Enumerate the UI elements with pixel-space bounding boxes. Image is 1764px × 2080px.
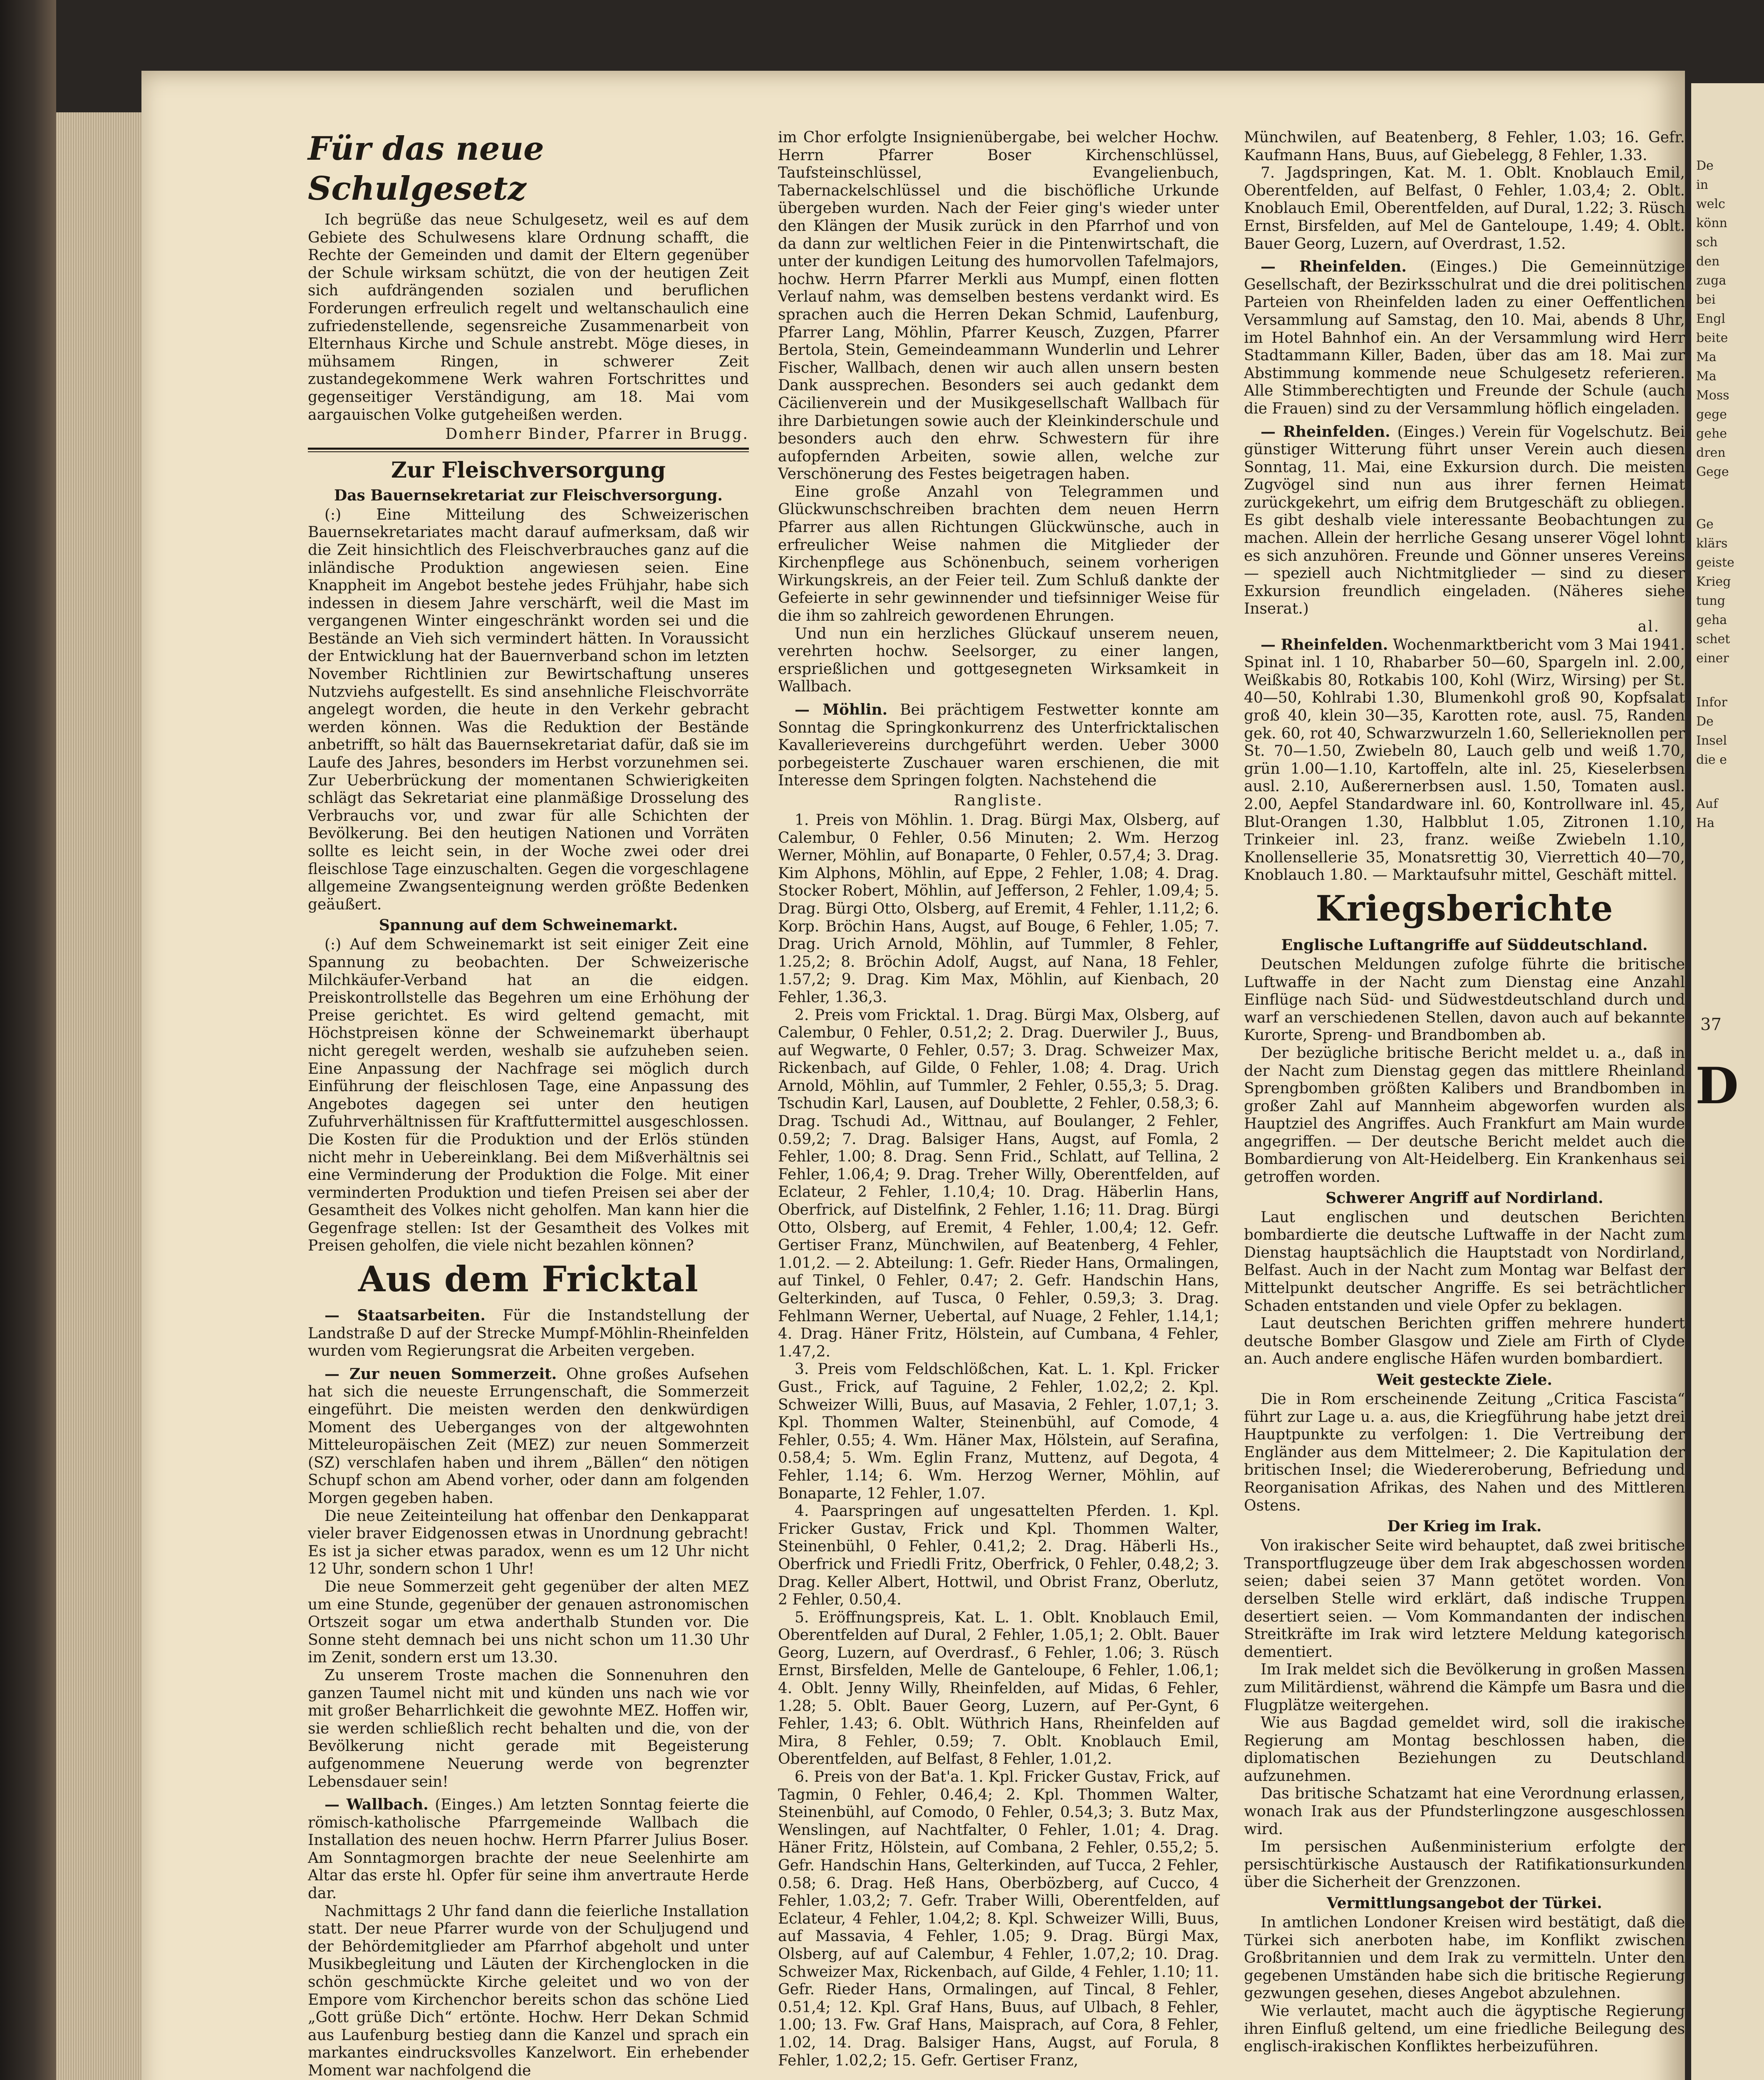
next-page-edge — [1691, 83, 1764, 2080]
rank-feldschloesschen: 3. Preis vom Feldschlößchen, Kat. L. 1. Kpl. Fricker Gust., Frick, auf Taguine, 2 Fehler, 1.02,2; 2. Kpl. Schweizer Willi, Buus, auf Masavia, 2 Fehler, 1.07,1; 3. Kpl. Thommen Walter, Steinenbühl, auf Comode, 4 Fehler, 0.55; 4. Wm. Häner Max, Hölstein, auf Serafina, 0.58,4; 5. Wm. Eglin Franz, Muttenz, auf Degota, 4 Fehler, 1.14; 6. Wm. Herzog Werner, Möhlin, auf Bonaparte, 12 Fehler, 1.07. — [778, 1361, 1219, 1502]
next-page-number: 37 — [1700, 1015, 1722, 1034]
divider — [308, 448, 749, 452]
next-page-fragment: bei — [1696, 292, 1716, 307]
next-page-heading: D — [1695, 1057, 1739, 1115]
subheading-bauernsekretariat: Das Bauernsekretariat zur Fleischversorgung. — [334, 486, 723, 504]
subheading-luftangriffe: Englische Luftangriffe auf Süddeutschland. — [1281, 936, 1648, 954]
next-page-fragment: Engl — [1696, 312, 1726, 326]
next-page-fragment: Auf — [1696, 797, 1718, 811]
next-page-fragment: Ma — [1696, 369, 1717, 384]
irak-p5: Im persischen Außenministerium erfolgte der persischtürkische Austausch der Ratifikationsurkunden über die Sicherheit der Grenzzonen. — [1244, 1838, 1685, 1891]
lead-rheinfelden-3: — Rheinfelden. — [1261, 636, 1388, 654]
article-staatsarbeiten: — Staatsarbeiten. Für die Instandstellung der Landstraße D auf der Strecke Mumpf-Möhlin-Rheinfelden wurden vom Regierungsrat die Arbeiten vergeben. — [308, 1307, 749, 1360]
next-page-fragment: könn — [1696, 216, 1727, 230]
next-page-fragment: Ha — [1696, 816, 1715, 830]
next-page-fragment: Gege — [1696, 465, 1729, 479]
vogelschutz-signature: al. — [1638, 618, 1660, 636]
next-page-fragment: gehe — [1696, 426, 1727, 441]
rank-preis-moehlin: 1. Preis von Möhlin. 1. Drag. Bürgi Max, Olsberg, auf Calembur, 0 Fehler, 0.56 Minuten; 2. Wm. Herzog Werner, Möhlin, auf Bonaparte, 0 Fehler, 0.57,4; 3. Drag. Kim Alphons, Möhlin, auf Eppe, 2 Fehler, 1.08; 4. Drag. Stocker Robert, Möhlin, auf Jefferson, 2 Fehler, 1.09,4; 5. Drag. Bürgi Otto, Olsberg, auf Eremit, 4 Fehler, 1.11,2; 6. Korp. Bröchin Hans, Augst, auf Bouge, 6 Fehler, 1.05; 7. Drag. Urich Arnold, Möhlin, auf Tummler, 8 Fehler, 1.25,2; 8. Bröchin Adolf, Augst, auf Nana, 18 Fehler, 1.57,2; 9. Drag. Kim Max, Möhlin, auf Kienbach, 20 Fehler, 1.36,3. — [778, 811, 1219, 1006]
fleisch-text: (:) Eine Mitteilung des Schweizerischen Bauernsekretariates macht darauf aufmerksam, daß wir die Zeit hinsichtlich des Fleischverbrauches ganz auf die inländische Produktion angewiesen seien. Eine Knappheit im Angebot bestehe jedes Frühjahr, habe sich indessen in diesem Jahre verschärft, weil die Mast im vergangenen Winter eingeschränkt worden sei und die Bestände an Vieh sich vermindert hätten. In Voraussicht der Entwicklung hat der Bauernverband schon im letzten November Richtlinien zur Bewirtschaftung unseres Nutzviehs aufgestellt. Es sind ansehnliche Fleischvorräte angelegt worden, die heute in den Verkehr gebracht werden können. Was die Reduktion der Bestände anbetrifft, so hält das Bauernsekretariat dafür, daß sie im Laufe des Jahres, besonders im Herbst vorzunehmen sei. Zur Ueberbrückung der momentanen Schwierigkeiten schlägt das Sekretariat eine planmäßige Drosselung des Verbrauchs vor, und zwar für alle Schichten der Bevölkerung. Bei den heutigen Nationen und Vorräten sollte es leicht sein, in der Woche zwei oder drei fleischlose Tage einzuschalten. Gegen die vorgeschlagene allgemeine Zwangsenteignung werden größte Bedenken geäußert. — [308, 506, 749, 913]
next-page-fragment: gege — [1696, 407, 1727, 422]
irak-p1: Von irakischer Seite wird behauptet, daß zwei britische Transportflugzeuge über dem Irak abgeschossen worden seien; dabei seien 37 Mann getötet worden. Von derselben Stelle wird erklärt, daß indische Truppen desertiert seien. — Vom Kommandanten der indischen Streitkräfte im Irak wird letztere Meldung kategorisch dementiert. — [1244, 1537, 1685, 1661]
schweinemarkt-text: (:) Auf dem Schweinemarkt ist seit einiger Zeit eine Spannung zu beobachten. Der Schweizerische Milchkäufer-Verband hat an die eidgen. Preiskontrollstelle das Begehren um eine Erhöhung der Preise gerichtet. Es wird geltend gemacht, mit Höchstpreisen könne der Schweinemarkt überhaupt nicht geregelt werden, weshalb sie aufzuheben seien. Eine Anpassung der Nachfrage sei möglich durch Einführung der fleischlosen Tage, eine Anpassung des Angebotes dagegen sei unter den heutigen Zufuhrverhältnissen für Kraftfuttermittel ausgeschlossen. Die Kosten für die Produktion und der Erlös stünden nicht mehr in Uebereinklang. Bei dem Mißverhältnis sei eine Verminderung der Produktion die Folge. Mit einer verminderten Produktion und tiefen Preisen sei aber der Gesamtheit des Volkes nicht geholfen. Man kann hier die Gegenfrage stellen: Ist der Gesamtheit des Volkes mit Preisen geholfen, die viele nicht bezahlen können? — [308, 936, 749, 1255]
next-page-fragment: geha — [1696, 613, 1727, 627]
lead-staatsarbeiten: — Staatsarbeiten. — [325, 1307, 486, 1325]
next-page-fragment: De — [1696, 714, 1714, 729]
luftangriffe-p2: Der bezügliche britische Bericht meldet u. a., daß in der Nacht zum Dienstag gegen das mittlere Rheinland Sprengbomben größten Kalibers und Brandbomben in großer Zahl auf Mannheim abgeworfen wurden als Hauptziel des Angriffes. Auch Frankfurt am Main wurde angegriffen. — Der deutsche Bericht meldet auch die Bombardierung von Alt-Heidelberg. Ein Krankenhaus sei getroffen worden. — [1244, 1044, 1685, 1186]
article-rheinfelden-markt: — Rheinfelden. Wochenmarktbericht vom 3 Mai 1941. Spinat inl. 1 10, Rhabarber 50—60, Spargeln inl. 2.00, Weißkabis 80, Rotkabis 100, Kohl (Wirz, Wirsing) per St. 40—50, Kohlrabi 1.30, Blumenkohl groß 90, Kopfsalat groß 40, klein 30—35, Karotten rote, ausl. 75, Randen gek. 60, rot 40, Schwarzwurzeln 1.60, Sellerieknollen per St. 70—1.50, Zwiebeln 80, Lauch gelb und weiß 1.70, grün 1.00—1.10, Kartoffeln, alte inl. 25, Kieselerbsen ausl. 2.10, Außerernerbsen ausl. 1.50, Tomaten ausl. 2.00, Aepfel Standardware inl. 60, Kontrollware inl. 45, Blut-Orangen 1.30, Halbblut 1.05, Zitronen 1.10, Trinkeier inl. 23, franz. weiße Zwiebeln 1.10, Knollensellerie 35, Monatsrettig 30, Vierrettich 40—70, Knoblauch 1.80. — Marktaufsuhr mittel, Geschäft mittel. — [1244, 636, 1685, 884]
article-rheinfelden-vogelschutz: — Rheinfelden. (Einges.) Verein für Vogelschutz. Bei günstiger Witterung führt unser Verein auch diesen Sonntag, 11. Mai, eine Exkursion durch. Die meisten Zugvögel sind nun aus ihrer fernen Heimat zurückgekehrt, um eifrig dem Brutgeschäft zu obliegen. Es gibt deshalb viele interessante Beobachtungen zu machen. Allein der herrliche Gesang unserer Vögel lohnt es sich anzuhören. Freunde und Gönner unseres Vereins — speziell auch Nichtmitglieder — sind zu dieser Exkursion freundlich eingeladen. (Näheres siehe Inserat.) — [1244, 423, 1685, 618]
rank-jagdspringen: 7. Jagdspringen, Kat. M. 1. Oblt. Knoblauch Emil, Oberentfelden, auf Belfast, 0 Fehler, 1.03,4; 2. Oblt. Knoblauch Emil, Oberentfelden, auf Dural, 1.22; 3. Rüsch Ernst, Birsfelden, auf Mel de Ganteloupe, 1.49; 4. Oblt. Bauer Georg, Luzern, auf Overdrast, 1.52. — [1244, 164, 1685, 253]
lead-sommerzeit: — Zur neuen Sommerzeit. — [325, 1365, 557, 1383]
heading-fricktal: Aus dem Fricktal — [358, 1258, 699, 1300]
next-page-fragment: dren — [1696, 446, 1726, 460]
tuerkei-p2: Wie verlautet, macht auch die ägyptische Regierung ihren Einfluß geltend, um eine friedliche Beilegung des englisch-irakischen Konfliktes herbeizuführen. — [1244, 2003, 1685, 2055]
next-page-fragment: die e — [1696, 753, 1727, 767]
book-binding — [0, 0, 56, 2080]
subheading-nordirland: Schwerer Angriff auf Nordirland. — [1325, 1189, 1603, 1207]
next-page-fragment: einer — [1696, 651, 1729, 666]
next-page-fragment: geiste — [1696, 555, 1734, 570]
page-stack-edge — [56, 112, 152, 2080]
irak-p4: Das britische Schatzamt hat eine Verordnung erlassen, wonach Irak aus der Pfundsterlingzone ausgeschlossen wird. — [1244, 1785, 1685, 1838]
subheading-irak: Der Krieg im Irak. — [1387, 1518, 1542, 1535]
wallbach-p3: Eine große Anzahl von Telegrammen und Glückwunschschreiben brachten dem neuen Herrn Pfarrer aus allen Richtungen Glückwünsche, auch in erfreulicher Weise nahmen die Mitglieder der Kirchenpflege aus Schönenbuch, seinem vorherigen Wirkungskreis, an der Feier teil. Zum Schluß dankte der Gefeierte in sehr gewinnender und tiefsinniger Weise für die ihm so zahlreich gewordenen Ehrungen. — [778, 483, 1219, 625]
next-page-fragment: beite — [1696, 331, 1728, 345]
lead-rheinfelden-2: — Rheinfelden. — [1261, 423, 1390, 441]
next-page-fragment: tung — [1696, 594, 1725, 608]
subheading-schweinemarkt: Spannung auf dem Schweinemarkt. — [379, 916, 678, 934]
next-page-fragment: in — [1696, 178, 1708, 192]
wallbach-cont: im Chor erfolgte Insignienübergabe, bei welcher Hochw. Herrn Pfarrer Boser Kirchenschlüssel, Taufsteinschlüssel, Evangelienbuch, Tabernackelschlüssel und die bischöfliche Urkunde übergeben wurden. Nach der Feier ging's wieder unter den Klängen der Musik zurück in den Pfarrhof und von da dann zur weltlichen Feier in die Pintenwirtschaft, die unter der kundigen Leitung des humorvollen Tafelmajors, hochw. Herrn Pfarrer Merkli aus Mumpf, einen flotten Verlauf nahm, was demselben bestens verdankt wird. Es sprachen auch die Herren Dekan Schmid, Laufenburg, Pfarrer Lang, Möhlin, Pfarrer Keusch, Zuzgen, Pfarrer Bertola, Stein, Gemeindeammann Wunderlin und Lehrer Fischer, Wallbach, denen wir auch allen unsern besten Dank aussprechen. Besonders sei auch gedankt dem Cäcilienverein und der Musikgesellschaft Wallbach für ihre Darbietungen sowie auch der Kleinkinderschule und besonders auch den ehrw. Schwestern für ihre aufopfernden Arbeiten, sowie allen, welche zur Verschönerung des Festes beigetragen haben. — [778, 129, 1219, 483]
luftangriffe-p1: Deutschen Meldungen zufolge führte die britische Luftwaffe in der Nacht zum Dienstag eine Anzahl Einflüge nach Süd- und Südwestdeutschland durch und warf an verschiedenen Stellen, davon auch auf bekannte Kurorte, Spreng- und Brandbomben ab. — [1244, 956, 1685, 1044]
column-3 — [1244, 129, 1685, 2056]
next-page-fragment: Krieg — [1696, 574, 1731, 589]
next-page-fragment: klärs — [1696, 536, 1728, 551]
next-page-fragment: Infor — [1696, 695, 1727, 710]
schulgesetz-text: Ich begrüße das neue Schulgesetz, weil es auf dem Gebiete des Schulwesens klare Ordnung schafft, die Rechte der Gemeinden und damit der Eltern gegenüber der Schule wirksam schützt, die von der heutigen Zeit sich aufdrängenden sozialen und beruflichen Forderungen erfreulich regelt und weltanschaulich eine zufriedenstellende, segensreiche Zusammenarbeit von Elternhaus Kirche und Schule anstrebt. Möge dieses, in mühsamem Ringen, in schwerer Zeit zustandegekommene Werk wahren Fortschrittes und gegenseitiger Verständigung, am 18. Mai vom aargauischen Volke gutgeheißen werden. — [308, 211, 749, 423]
sommerzeit-p2: Die neue Zeiteinteilung hat offenbar den Denkapparat vieler braver Eidgenossen etwas in Unordnung gebracht! Es ist ja sicher etwas paradox, wenn es um 12 Uhr nicht 12 Uhr, sondern schon 1 Uhr! — [308, 1507, 749, 1578]
lead-wallbach: — Wallbach. — [325, 1796, 429, 1814]
heading-kriegsberichte: Kriegsberichte — [1316, 887, 1613, 929]
article-wallbach: — Wallbach. (Einges.) Am letzten Sonntag feierte die römisch-katholische Pfarrgemeinde Wallbach die Installation des neuen hochw. Herrn Pfarrer Julius Boser. Am Sonntagmorgen brachte der neue Seelenhirte am Altar das erste hl. Opfer für seine ihm anvertraute Herde dar. — [308, 1796, 749, 1902]
nordirland-p2: Laut deutschen Berichten griffen mehrere hundert deutsche Bomber Glasgow und Ziele am Firth of Clyde an. Auch andere englische Häfen wurden bombardiert. — [1244, 1315, 1685, 1368]
irak-p3: Wie aus Bagdad gemeldet wird, soll die irakische Regierung am Montag beschlossen haben, die diplomatischen Beziehungen zu Deutschland aufzunehmen. — [1244, 1714, 1685, 1785]
next-page-fragment: Ge — [1696, 517, 1714, 532]
next-page-fragment: Insel — [1696, 733, 1727, 748]
next-page-fragment: Ma — [1696, 350, 1717, 364]
column-2 — [778, 129, 1219, 2070]
heading-rangliste: Rangliste. — [954, 792, 1043, 809]
rank-paarspringen: 4. Paarspringen auf ungesattelten Pferden. 1. Kpl. Fricker Gustav, Frick und Kpl. Thommen Walter, Steinenbühl, 0 Fehler, 0.41,2; 2. Drag. Häberli Hs., Oberfrick und Friedli Fritz, Oberfrick, 0 Fehler, 0.48,2; 3. Drag. Keller Albert, Hottwil, und Obrist Franz, Oberlutz, 2 Fehler, 0.50,4. — [778, 1503, 1219, 1609]
next-page-fragment: De — [1696, 158, 1714, 173]
sommerzeit-p3: Die neue Sommerzeit geht gegenüber der alten MEZ um eine Stunde, gegenüber der genauen astronomischen Ortszeit sogar um etwa anderthalb Stunden vor. Die Sonne steht demnach bei uns nicht schon um 11.30 Uhr im Zenit, sondern erst um 13.30. — [308, 1578, 749, 1666]
column-1 — [308, 129, 749, 2080]
tuerkei-p1: In amtlichen Londoner Kreisen wird bestätigt, daß die Türkei sich anerboten habe, im Konflikt zwischen Großbritannien und dem Irak zu vermitteln. Unter den gegebenen Umständen habe sich die britische Regierung gezwungen gesehen, dieses Angebot abzulehnen. — [1244, 1914, 1685, 2002]
rank-preis-bata: 6. Preis von der Bat'a. 1. Kpl. Fricker Gustav, Frick, auf Tagmin, 0 Fehler, 0.46,4; 2. Kpl. Thommen Walter, Steinenbühl, auf Comodo, 0 Fehler, 0.54,3; 3. Butz Max, Wenslingen, auf Nachtfalter, 0 Fehler, 1.01; 4. Drag. Häner Fritz, Hölstein, auf Combana, 2 Fehler, 0.55,2; 5. Gefr. Handschin Hans, Gelterkinden, auf Tucca, 2 Fehler, 0.58; 6. Drag. Heß Hans, Oberbözberg, auf Cucco, 4 Fehler, 1.03,2; 7. Gefr. Traber Willi, Oberentfelden, auf Eclateur, 4 Fehler, 1.04,2; 8. Kpl. Schweizer Willi, Buus, auf Massavia, 4 Fehler, 1.05; 9. Drag. Bürgi Max, Olsberg, auf auf Calembur, 4 Fehler, 1.07,2; 10. Drag. Schweizer Max, Rickenbach, auf Gilde, 4 Fehler, 1.10; 11. Gefr. Rieder Hans, Ormalingen, auf Tincal, 8 Fehler, 0.51,4; 12. Kpl. Graf Hans, Buus, auf Ulbach, 8 Fehler, 1.00; 13. Fw. Graf Hans, Maisprach, auf Cora, 8 Fehler, 1.02, 14. Drag. Balsiger Hans, Augst, auf Forula, 8 Fehler, 1.02,2; 15. Gefr. Gertiser Franz, — [778, 1768, 1219, 2069]
sommerzeit-p4: Zu unserem Troste machen die Sonnenuhren den ganzen Taumel nicht mit und künden uns nach wie vor mit großer Beharrlichkeit die gewohnte MEZ. Hoffen wir, sie werden schließlich recht behalten und die, von der Bevölkerung nicht gerade mit Begeisterung aufgenommene Neuerung werde von begrenzter Lebensdauer sein! — [308, 1666, 749, 1790]
next-page-fragment: sch — [1696, 235, 1718, 250]
article-rheinfelden-schulgesetz: — Rheinfelden. (Einges.) Die Gemeinnützige Gesellschaft, der Bezirksschulrat und die drei politischen Parteien von Rheinfelden laden zu einer Oeffentlichen Versammlung auf Samstag, den 10. Mai, abends 8 Uhr, im Hotel Bahnhof ein. An der Versammlung wird Herr Stadtammann Killer, Baden, über das am 18. Mai zur Abstimmung kommende neue Schulgesetz referieren. Alle Stimmberechtigten und Freunde der Schule (auch die Frauen) sind zu der Versammlung höflich eingeladen. — [1244, 258, 1685, 417]
subheading-tuerkei: Vermittlungsangebot der Türkei. — [1327, 1894, 1602, 1912]
wallbach-p4: Und nun ein herzliches Glückauf unserem neuen, verehrten hochw. Seelsorger, zu einer langen, ersprießlichen und gottgesegneten Wirksamkeit in Wallbach. — [778, 625, 1219, 696]
article-sommerzeit: — Zur neuen Sommerzeit. Ohne großes Aufsehen hat sich die neueste Errungenschaft, die Sommerzeit eingeführt. Die meisten werden den denkwürdigen Moment des Ueberganges von der altgewohnten Mitteleuropäischen Zeit (MEZ) zur neuen Sommerzeit (SZ) verschlafen haben und ihrem „Bällen“ den nötigen Schupf schon am Abend vorher, oder dann am folgenden Morgen gegeben haben. — [308, 1365, 749, 1507]
ziele-p1: Die in Rom erscheinende Zeitung „Critica Fascista“ führt zur Lage u. a. aus, die Kriegführung habe jetzt drei Hauptpunkte zu verfolgen: 1. Die Vertreibung der Engländer aus dem Mittelmeer; 2. Die Kapitulation der britischen Insel; die Wiedereroberung, Befriedung und Reorganisation Afrikas, des Nahen und des Mittleren Ostens. — [1244, 1391, 1685, 1514]
lead-moehlin: — Möhlin. — [795, 701, 888, 718]
heading-fleischversorgung: Zur Fleischversorgung — [391, 457, 666, 483]
headline-schulgesetz: Für das neue Schulgesetz — [308, 130, 544, 208]
subheading-ziele: Weit gesteckte Ziele. — [1376, 1371, 1552, 1389]
lead-rheinfelden-1: — Rheinfelden. — [1261, 258, 1407, 276]
wallbach-p2: Nachmittags 2 Uhr fand dann die feierliche Installation statt. Der neue Pfarrer wurde von der Schuljugend und der Behördemitglieder am Pfarrhof abgeholt und unter Musikbegleitung und Läuten der Kirchenglocken in die schön geschmückte Kirche geleitet und wo von der Empore vom Kirchenchor bereits schon das schöne Lied „Gott grüße Dich“ ertönte. Hochw. Herr Dekan Schmid aus Laufenburg bestieg dann die Kanzel und sprach ein markantes eindrucksvolles Kanzelwort. Ein erhebender Moment war nachfolgend die — [308, 1902, 749, 2079]
rank-preis-fricktal: 2. Preis vom Fricktal. 1. Drag. Bürgi Max, Olsberg, auf Calembur, 0 Fehler, 0.51,2; 2. Drag. Duerwiler J., Buus, auf Wegwarte, 0 Fehler, 0.57; 3. Drag. Schweizer Max, Rickenbach, auf Gilde, 0 Fehler, 1.08; 4. Drag. Urich Arnold, Möhlin, auf Tummler, 2 Fehler, 0.55,3; 5. Drag. Tschudin Karl, Lausen, auf Doublette, 2 Fehler, 0.58,3; 6. Drag. Tschudi Ad., Wittnau, auf Boulanger, 2 Fehler, 0.59,2; 7. Drag. Balsiger Hans, Augst, auf Fomla, 2 Fehler, 1.00; 8. Drag. Senn Frid., Schlatt, auf Tellina, 2 Fehler, 1.06,4; 9. Drag. Treher Willy, Oberentfelden, auf Eclateur, 2 Fehler, 1.10,4; 10. Drag. Häberlin Hans, Oberfrick, auf Distelfink, 2 Fehler, 1.16; 11. Drag. Bürgi Otto, Olsberg, auf Eremit, 4 Fehler, 1.00,4; 12. Gefr. Gertiser Franz, Münchwilen, auf Beatenberg, 4 Fehler, 1.01,2. — 2. Abteilung: 1. Gefr. Rieder Hans, Ormalingen, auf Tinkel, 0 Fehler, 0.47; 2. Gefr. Handschin Hans, Gelterkinden, auf Tusca, 0 Fehler, 0.59,3; 3. Drag. Fehlmann Werner, Uebertal, auf Nuage, 2 Fehler, 1.14,1; 4. Drag. Häner Fritz, Hölstein, auf Cumbana, 4 Fehler, 1.47,2. — [778, 1006, 1219, 1360]
next-page-fragment: welc — [1696, 197, 1725, 211]
signature: Domherr Binder, Pfarrer in Brugg. — [445, 426, 749, 443]
nordirland-p1: Laut englischen und deutschen Berichten bombardierte die deutsche Luftwaffe in der Nacht zum Dienstag hauptsächlich die Hauptstadt von Nordirland, Belfast. Auch in der Nacht zum Montag war Belfast der Mittelpunkt deutscher Angriffe. Es sei beträchtlicher Schaden entstanden und viele Opfer zu beklagen. — [1244, 1208, 1685, 1315]
irak-p2: Im Irak meldet sich die Bevölkerung in großen Massen zum Militärdienst, während die Kämpfe um Basra und die Flugplätze weitergehen. — [1244, 1661, 1685, 1714]
rank-bata-cont: Münchwilen, auf Beatenberg, 8 Fehler, 1.03; 16. Gefr. Kaufmann Hans, Buus, auf Giebelegg, 8 Fehler, 1.33. — [1244, 129, 1685, 164]
next-page-fragment: schet — [1696, 632, 1730, 646]
next-page-fragment: den — [1696, 254, 1720, 269]
rank-eroeffnungspreis: 5. Eröffnungspreis, Kat. L. 1. Oblt. Knoblauch Emil, Oberentfelden auf Dural, 2 Fehler, 1.05,1; 2. Oblt. Bauer Georg, Luzern, auf Overdrasf., 6 Fehler, 1.06; 3. Rüsch Ernst, Birsfelden, Melle de Ganteloupe, 6 Fehler, 1.06,1; 4. Oblt. Jenny Willy, Rheinfelden, auf Midas, 6 Fehler, 1.28; 5. Oblt. Bauer Georg, Luzern, auf Per-Gynt, 6 Fehler, 1.43; 6. Oblt. Wüthrich Hans, Rheinfelden auf Mira, 8 Fehler, 0.59; 7. Oblt. Knoblauch Emil, Oberentfelden, auf Belfast, 8 Fehler, 1.01,2. — [778, 1609, 1219, 1768]
article-moehlin: — Möhlin. Bei prächtigem Festwetter konnte am Sonntag die Springkonkurrenz des Unterfricktalischen Kavallerievereins durchgeführt werden. Ueber 3000 porbegeisterte Zuschauer waren erschienen, die mit Interesse dem Springen folgten. Nachstehend die — [778, 701, 1219, 790]
next-page-fragment: zuga — [1696, 273, 1727, 288]
next-page-fragment: Moss — [1696, 388, 1729, 403]
